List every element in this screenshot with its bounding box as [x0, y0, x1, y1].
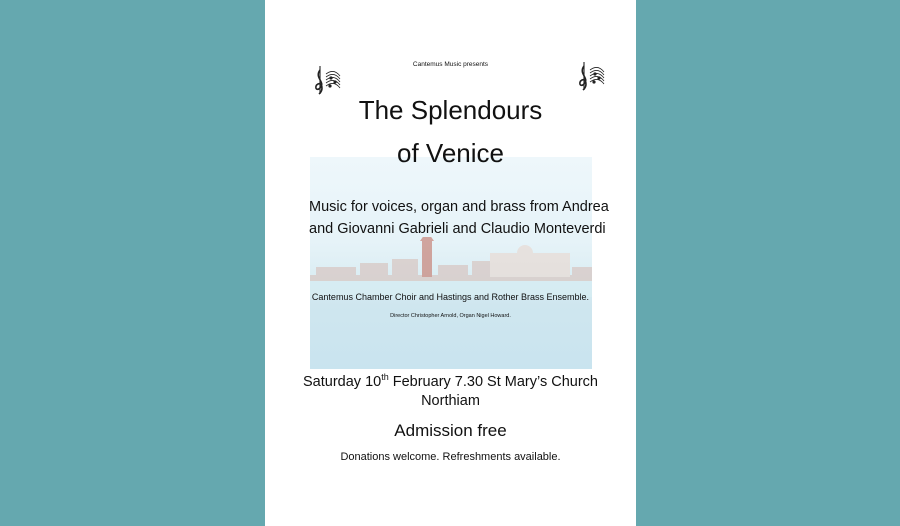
date-prefix: Saturday 10 — [303, 373, 382, 390]
event-date-line — [265, 372, 636, 390]
venice-skyline — [310, 237, 592, 297]
director-line: Director Christopher Arnold, Organ Nigel Howard. — [390, 313, 511, 319]
venue-line: Northiam — [421, 393, 480, 409]
description-line2: and Giovanni Gabrieli and Claudio Monteverdi — [309, 221, 606, 237]
ensemble-line: Cantemus Chamber Choir and Hastings and Rother Brass Ensemble. — [311, 292, 590, 302]
donations-line: Donations welcome. Refreshments available. — [340, 451, 561, 463]
description-line1: Music for voices, organ and brass from Andrea — [309, 199, 609, 215]
poster-title-line1: The Splendours — [358, 95, 543, 125]
date-rest: February 7.30 St Mary’s Church — [388, 373, 598, 390]
event-poster — [265, 0, 636, 526]
date-ordinal: th — [381, 372, 389, 382]
venice-background-image — [310, 157, 592, 369]
admission-line: Admission free — [394, 421, 507, 440]
poster-title-line2: of Venice — [397, 138, 504, 168]
presenter-line: Cantemus Music presents — [412, 61, 489, 68]
music-note-icon — [312, 64, 342, 98]
